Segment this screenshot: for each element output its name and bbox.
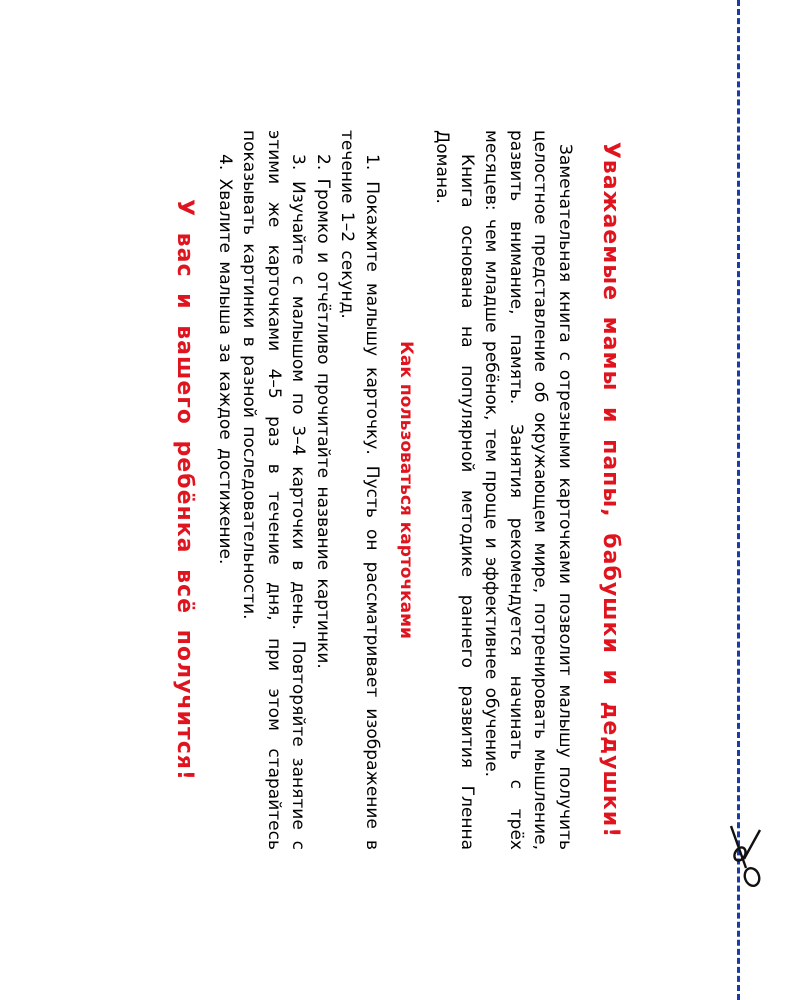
scissors-icon — [722, 824, 766, 890]
intro-paragraph: Замечательная книга с отрезными карточками позволит малышу получить целостное представление об окружающем мире, потренировать мышление, развить внимание, память. Занятия рекомендуется начинать с трёх месяцев: чем младше ребёнок, тем проще и эффективнее обучение. — [481, 130, 575, 850]
instructions-page — [138, 130, 624, 850]
method-paragraph: Книга основана на популярной методике раннего развития Гленна Домана. — [432, 130, 477, 850]
step-item: 3. Изучайте с малышом по 3–4 карточки в день. Повторяйте занятие с этими же карточками 4–5 раз в течение дня, при этом старайтесь показывать картинки в разной последовательности. — [239, 130, 309, 850]
step-item: 2. Громко и отчётливо прочитайте название картинки. — [313, 154, 333, 669]
page-title: Уважаемые мамы и папы, бабушки и дедушки! — [598, 141, 623, 839]
how-to-heading: Как пользоваться карточками — [396, 341, 416, 639]
closing-message: У вас и вашего ребёнка всё получится! — [172, 199, 198, 781]
step-item: 1. Покажите малышу карточку. Пусть он рассматривает изображение в течение 1–2 секунд. — [337, 130, 382, 850]
step-item: 4. Хвалите малыша за каждое достижение. — [215, 154, 235, 565]
